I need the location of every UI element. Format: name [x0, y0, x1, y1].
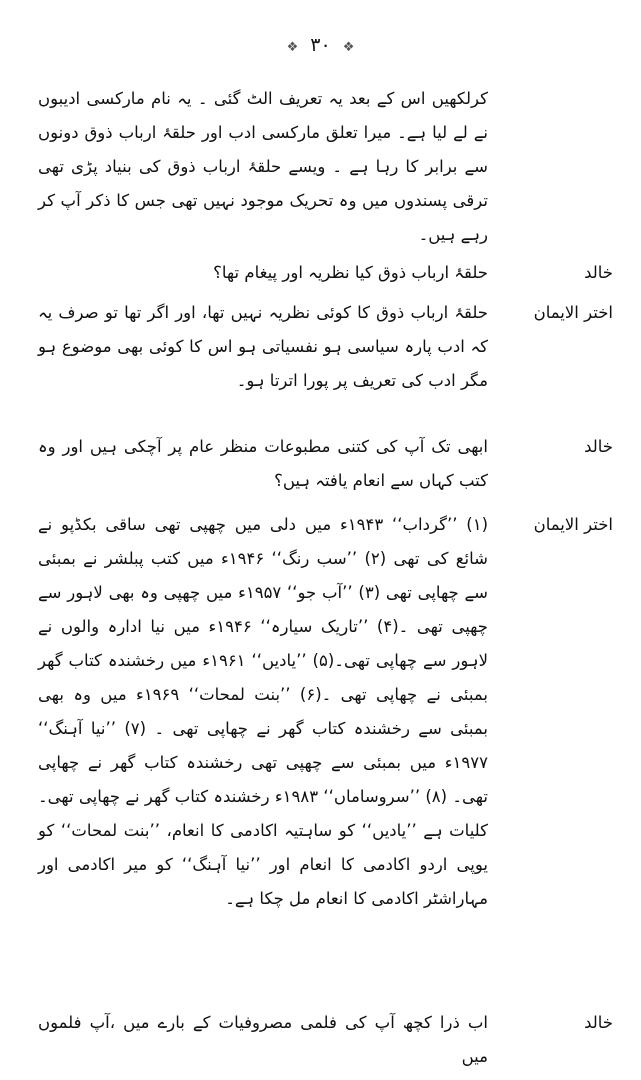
answer-text: (۱) ’’گرداب‘‘ ۱۹۴۳ء میں دلی میں چھپی تھی ساقی بکڈپو نے شائع کی تھی (۲) ’’سب رنگ‘‘ ۱۹۴۶ء میں کتب پبلشر نے بمبئی سے چھاپی تھی (۳) ’’آب جو‘‘ ۱۹۵۷ء میں چھپی وہ بھی لاہور سے چھپی تھی ۔(۴) ’’تاریک سیارہ‘‘ ۱۹۴۶ء میں نیا ادارہ والوں نے لاہور سے چھاپی تھی۔(۵) ’’یادیں‘‘ ۱۹۶۱ء میں رخشندہ کتاب گھر بمبئی نے چھاپی تھی ۔(۶) ’’بنت لمحات‘‘ ۱۹۶۹ء میں وہ بھی بمبئی سے رخشندہ کتاب گھر نے چھاپی تھی ۔ (۷) ’’نیا آہنگ‘‘ ۱۹۷۷ء میں بمبئی سے چھپی تھی رخشندہ کتاب گھر نے چھاپی تھی۔ (۸) ’’سروساماں‘‘ ۱۹۸۳ء رخشندہ کتاب گھر نے چھاپی تھی۔ کلیات ہے ’’یادیں‘‘ کو ساہتیہ اکادمی کا انعام، ’’بنت لمحات‘‘ کو یوپی اردو اکادمی کا انعام اور ’’نیا آہنگ‘‘ کو میر اکادمی اور مہاراشٹر اکادمی کا انعام مل چکا ہے۔ — [38, 515, 488, 908]
page-header — [0, 34, 641, 56]
paragraph-continued: کرلکھیں اس کے بعد یہ تعریف الٹ گئی ۔ یہ نام مارکسی ادیبوں نے لے لیا ہے۔ میرا تعلق مارکسی ادب اور حلقۂ ارباب ذوق دونوں سے برابر کا رہا ہے ۔ ویسے حلقۂ ارباب ذوق کی بنیاد پڑی تھی ترقی پسندوں میں وہ تحریک موجود نہیں تھی جس کا ذکر آپ کر رہے ہیں۔ — [38, 89, 488, 244]
speaker-label: خالد — [584, 263, 613, 282]
speaker-label: اختر الایمان — [533, 515, 613, 534]
speaker-label: اختر الایمان — [533, 303, 613, 322]
speaker-label: خالد — [584, 437, 613, 456]
page-number: ۳۰ — [310, 34, 331, 56]
question-text: اب ذرا کچھ آپ کی فلمی مصروفیات کے بارے میں ،آپ فلموں میں — [38, 1013, 488, 1066]
ornament-icon: ❖ — [342, 40, 355, 55]
answer-text: حلقۂ ارباب ذوق کا کوئی نظریہ نہیں تھا، اور اگر تھا تو صرف یہ کہ ادب پارہ سیاسی ہو نفسیاتی ہو اس کا کوئی بھی موضوع ہو مگر ادب کی تعریف پر پورا اترتا ہو۔ — [38, 303, 488, 390]
question-text: ابھی تک آپ کی کتنی مطبوعات منظر عام پر آچکی ہیں اور وہ کتب کہاں سے انعام یافتہ ہیں؟ — [38, 437, 488, 490]
ornament-icon: ❖ — [286, 40, 299, 55]
speaker-label: خالد — [584, 1013, 613, 1032]
question-text: حلقۂ ارباب ذوق کیا نظریہ اور پیغام تھا؟ — [213, 263, 488, 282]
